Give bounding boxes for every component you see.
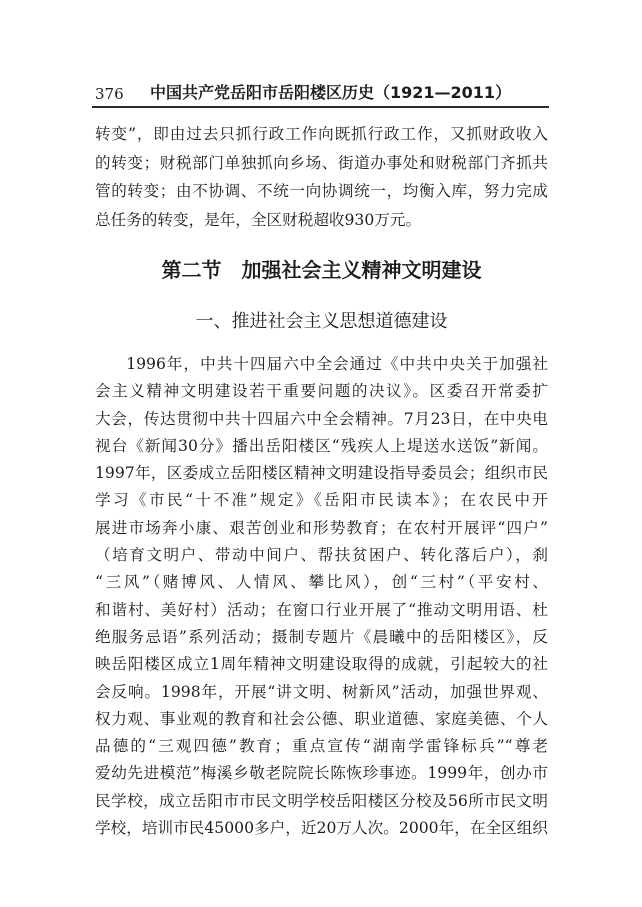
paragraph-line: （培育文明户、带动中间户、帮扶贫困户、转化落后户），刹	[95, 546, 548, 565]
paragraph-line: 转变”，即由过去只抓行政工作向既抓行政工作，又抓财政收入	[95, 125, 548, 143]
paragraph-line: 的转变；财税部门单独抓向乡场、街道办事处和财税部门齐抓共	[95, 153, 548, 172]
paragraph-line: 映岳阳楼区成立1周年精神文明建设取得的成就，引起较大的社	[95, 655, 548, 674]
paragraph-line: 品德的“三观四德”教育；重点宣传“湖南学雷锋标兵”“尊老	[95, 737, 548, 756]
paragraph-line: 总任务的转变，是年，全区财税超收930万元。	[95, 211, 422, 230]
page-number: 376	[95, 85, 124, 103]
subsection-heading: 一、推进社会主义思想道德建设	[195, 311, 448, 332]
paragraph-line: 会反响。1998年，开展“讲文明、树新风”活动，加强世界观、	[95, 682, 548, 701]
paragraph-line: 学习《市民“十不准”规定》《岳阳市民读本》；在农民中开	[95, 491, 548, 510]
paragraph-line: 大会，传达贯彻中共十四届六中全会精神。7月23日，在中央电	[95, 409, 548, 428]
paragraph-line: 爱幼先进模范”梅溪乡敬老院院长陈恢珍事迹。1999年，创办市	[95, 764, 548, 783]
paragraph-line: 权力观、事业观的教育和社会公德、职业道德、家庭美德、个人	[95, 709, 548, 728]
paragraph-line: 和谐村、美好村）活动；在窗口行业开展了“推动文明用语、杜	[95, 600, 548, 619]
paragraph-line: 学校，培训市民45000多户，近20万人次。2000年，在全区组织	[95, 819, 548, 838]
paragraph-line: 民学校，成立岳阳市市民文明学校岳阳楼区分校及56所市民文明	[95, 791, 548, 810]
paragraph-line: 1997年，区委成立岳阳楼区精神文明建设指导委员会；组织市民	[95, 464, 548, 483]
paragraph-line: 展进市场奔小康、艰苦创业和形势教育；在农村开展评“四户”	[95, 518, 548, 537]
paragraph-line: 会主义精神文明建设若干重要问题的决议》。区委召开常委扩	[95, 382, 548, 401]
section-heading: 第二节 加强社会主义精神文明建设	[161, 258, 482, 282]
paragraph-continuation	[95, 120, 548, 235]
paragraph-body	[95, 351, 548, 842]
paragraph-line: “三风”（赌博风、人情风、攀比风），创“三村”（平安村、	[95, 573, 548, 592]
paragraph-line: 视台《新闻30分》播出岳阳楼区“残疾人上堤送水送饭”新闻。	[95, 436, 548, 455]
paragraph-line: 绝服务忌语”系列活动；摄制专题片《晨曦中的岳阳楼区》，反	[95, 627, 548, 646]
paragraph-line: 1996年，中共十四届六中全会通过《中共中央关于加强社	[126, 355, 548, 373]
paragraph-line: 管的转变；由不协调、不统一向协调统一，均衡入库，努力完成	[95, 182, 548, 201]
running-header-title: 中国共产党岳阳市岳阳楼区历史（1921—2011）	[150, 83, 512, 102]
header-divider	[92, 106, 549, 108]
